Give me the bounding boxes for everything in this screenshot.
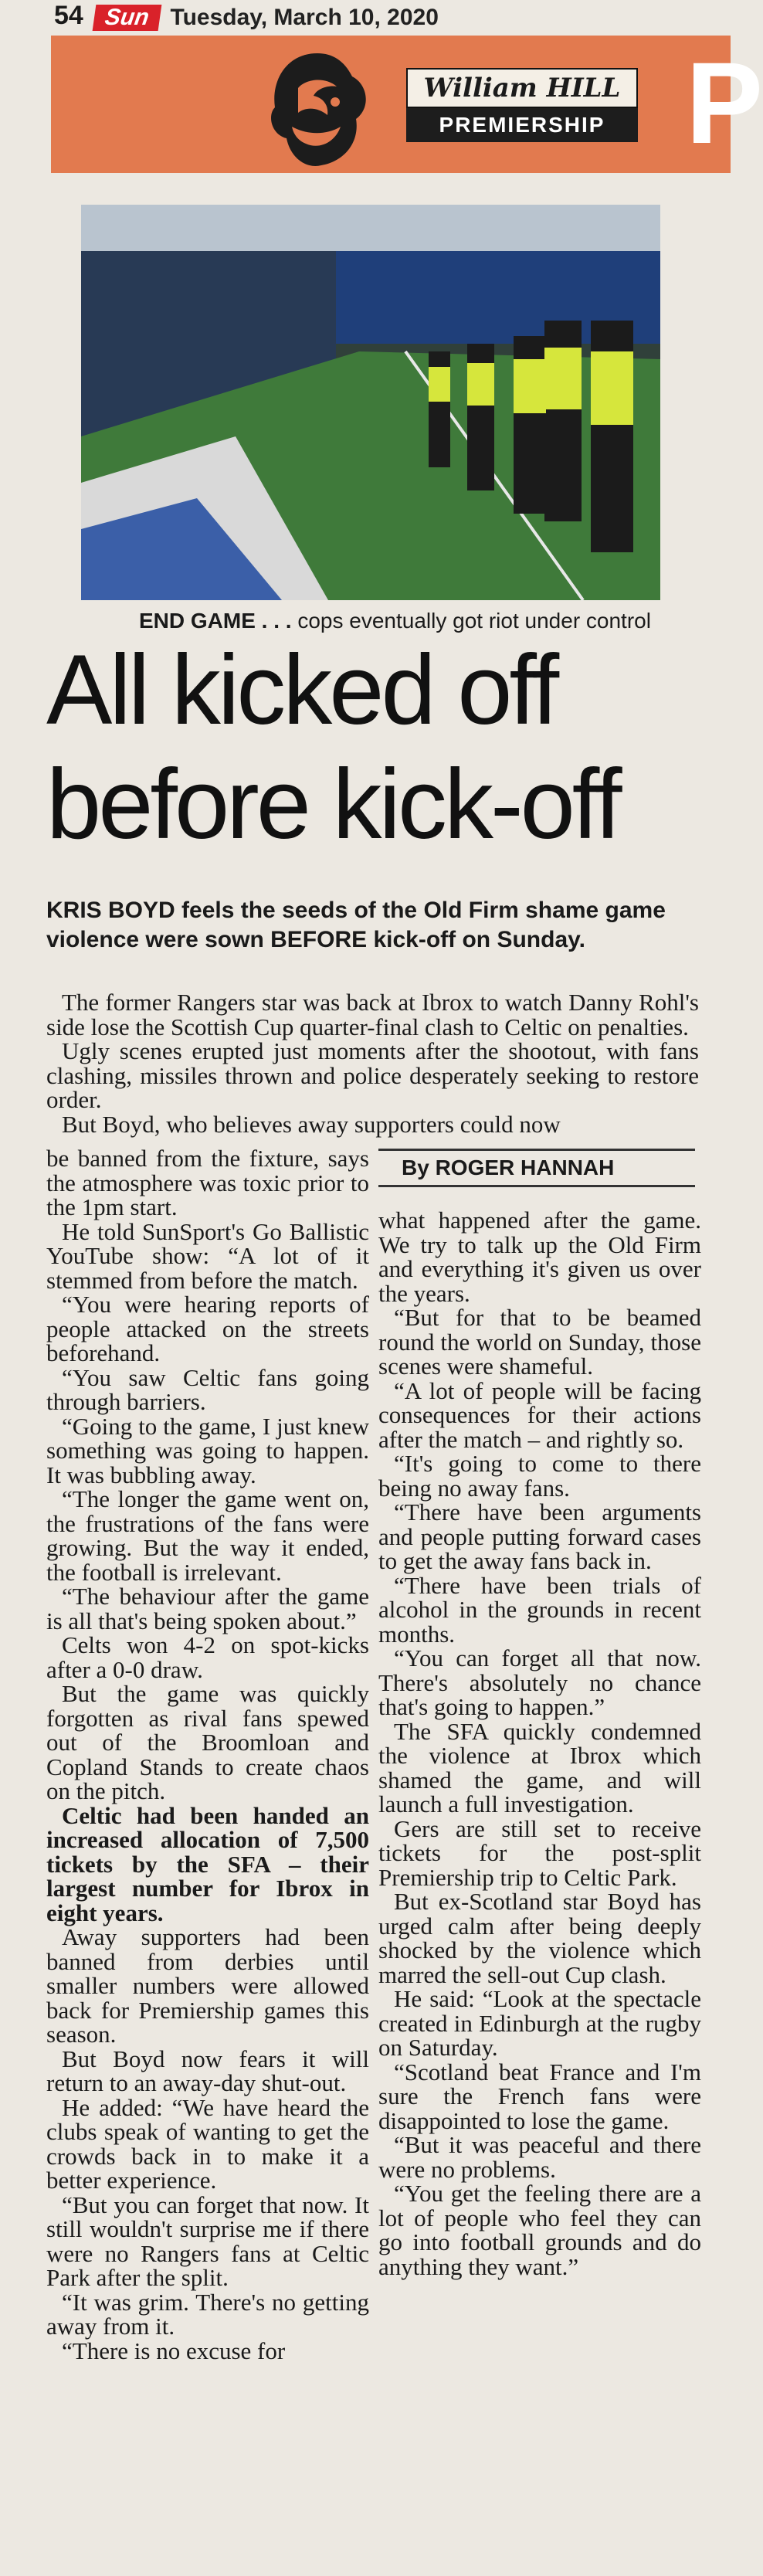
body-paragraph: what happened after the game. We try to talk up the Old Firm and everything it's given us over the years. <box>378 1207 701 1307</box>
body-paragraph: He added: “We have heard the clubs speak of wanting to get the crowds back in to make it a better experience. <box>46 2093 369 2194</box>
photo-caption <box>139 609 651 633</box>
headline <box>46 633 726 862</box>
body-paragraph: “But for that to be beamed round the world on Sunday, those scenes were shameful. <box>378 1304 701 1380</box>
left-column <box>46 1146 369 2363</box>
body-paragraph: “The longer the game went on, the frustrations of the fans were growing. But the way it ended, the football is irrelevant. <box>46 1485 369 1586</box>
body-paragraph: He told SunSport's Go Ballistic YouTube show: “A lot of it stemmed from before the match. <box>46 1217 369 1294</box>
masthead <box>54 0 731 31</box>
right-column <box>378 1146 701 2279</box>
headline-line-1: All kicked off <box>46 635 557 745</box>
headline-line-2: before kick-off <box>46 749 619 860</box>
caption-text: cops eventually got riot under control <box>297 609 651 633</box>
body-paragraph: Away supporters had been banned from derbies until smaller numbers were allowed back for Premiership games this season. <box>46 1923 369 2048</box>
intro-text <box>46 990 699 1136</box>
byline: By ROGER HANNAH <box>378 1149 695 1187</box>
body-paragraph: Celts won 4-2 on spot-kicks after a 0-0 draw. <box>46 1631 369 1683</box>
body-paragraph: “But it was peaceful and there were no problems. <box>378 2131 701 2183</box>
page-number: 54 <box>54 1 83 30</box>
body-paragraph: “It's going to come to there being no away fans. <box>378 1450 701 1502</box>
section-letter: P <box>686 38 763 168</box>
body-paragraph: “You can forget all that now. There's absolutely no chance that's going to happen.” <box>378 1644 701 1720</box>
standfirst: KRIS BOYD feels the seeds of the Old Firm shame game violence were sown BEFORE kick-off on Sunday. <box>46 898 666 952</box>
body-paragraph: “It was grim. There's no getting away from it. <box>46 2288 369 2340</box>
intro-paragraph: But Boyd, who believes away supporters could now <box>62 1110 561 1138</box>
body-paragraph: The SFA quickly condemned the violence at Ibrox which shamed the game, and will launch a full investigation. <box>378 1717 701 1817</box>
body-paragraph: “There have been trials of alcohol in the grounds in recent months. <box>378 1571 701 1648</box>
body-paragraph: “There is no excuse for <box>62 2337 286 2364</box>
body-paragraph: Celtic had been handed an increased allocation of 7,500 tickets by the SFA – their largest number for Ibrox in eight years. <box>46 1801 369 1926</box>
sponsor-badge <box>406 68 638 142</box>
intro-paragraph: The former Rangers star was back at Ibrox to watch Danny Rohl's side lose the Scottish Cup quarter-final clash to Celtic on penalties. <box>46 989 699 1040</box>
stadium-photo <box>81 205 660 600</box>
body-paragraph: “Scotland beat France and I'm sure the French fans were disappointed to lose the game. <box>378 2058 701 2134</box>
body-paragraph: “But you can forget that now. It still wouldn't surprise me if there were no Rangers fans at Celtic Park after the split. <box>46 2191 369 2291</box>
body-paragraph: “You get the feeling there are a lot of people who feel they can go into football grounds and do anything they want.” <box>378 2180 701 2280</box>
section-banner <box>51 36 763 173</box>
caption-lead: END GAME . . . <box>139 609 292 633</box>
body-paragraph: “You saw Celtic fans going through barriers. <box>46 1363 369 1415</box>
sun-logo: Sun <box>92 5 161 31</box>
body-paragraph: “Going to the game, I just knew something was going to happen. It was bubbling away. <box>46 1412 369 1488</box>
body-paragraph: “You were hearing reports of people attacked on the streets beforehand. <box>46 1291 369 1366</box>
sponsor-name: William HILL <box>406 68 638 108</box>
body-paragraph: “There have been arguments and people putting forward cases to get the away fans back in. <box>378 1498 701 1574</box>
body-paragraph: He said: “Look at the spectacle created in Edinburgh at the rugby on Saturday. <box>378 1985 701 2061</box>
intro-paragraph: Ugly scenes erupted just moments after the shootout, with fans clashing, missiles thrown and police desperately seeking to restore order. <box>46 1037 699 1113</box>
body-paragraph: But Boyd now fears it will return to an away-day shut-out. <box>46 2045 369 2096</box>
body-paragraph: “The behaviour after the game is all that's being spoken about.” <box>46 1583 369 1634</box>
body-paragraph: be banned from the fixture, says the atmosphere was toxic prior to the 1pm start. <box>46 1145 369 1220</box>
issue-date: Tuesday, March 10, 2020 <box>170 5 439 30</box>
body-paragraph: Gers are still set to receive tickets for the post-split Premiership trip to Celtic Park. <box>378 1814 701 1891</box>
body-paragraph: But ex-Scotland star Boyd has urged calm after being deeply shocked by the violence which marred the sell-out Cup clash. <box>378 1888 701 1988</box>
body-paragraph: But the game was quickly forgotten as rival fans spewed out of the Broomloan and Copland Stands to create chaos on the pitch. <box>46 1680 369 1804</box>
body-paragraph: “A lot of people will be facing consequences for their actions after the match – and rightly so. <box>378 1376 701 1453</box>
league-name: PREMIERSHIP <box>406 108 638 142</box>
lion-icon <box>244 42 391 173</box>
